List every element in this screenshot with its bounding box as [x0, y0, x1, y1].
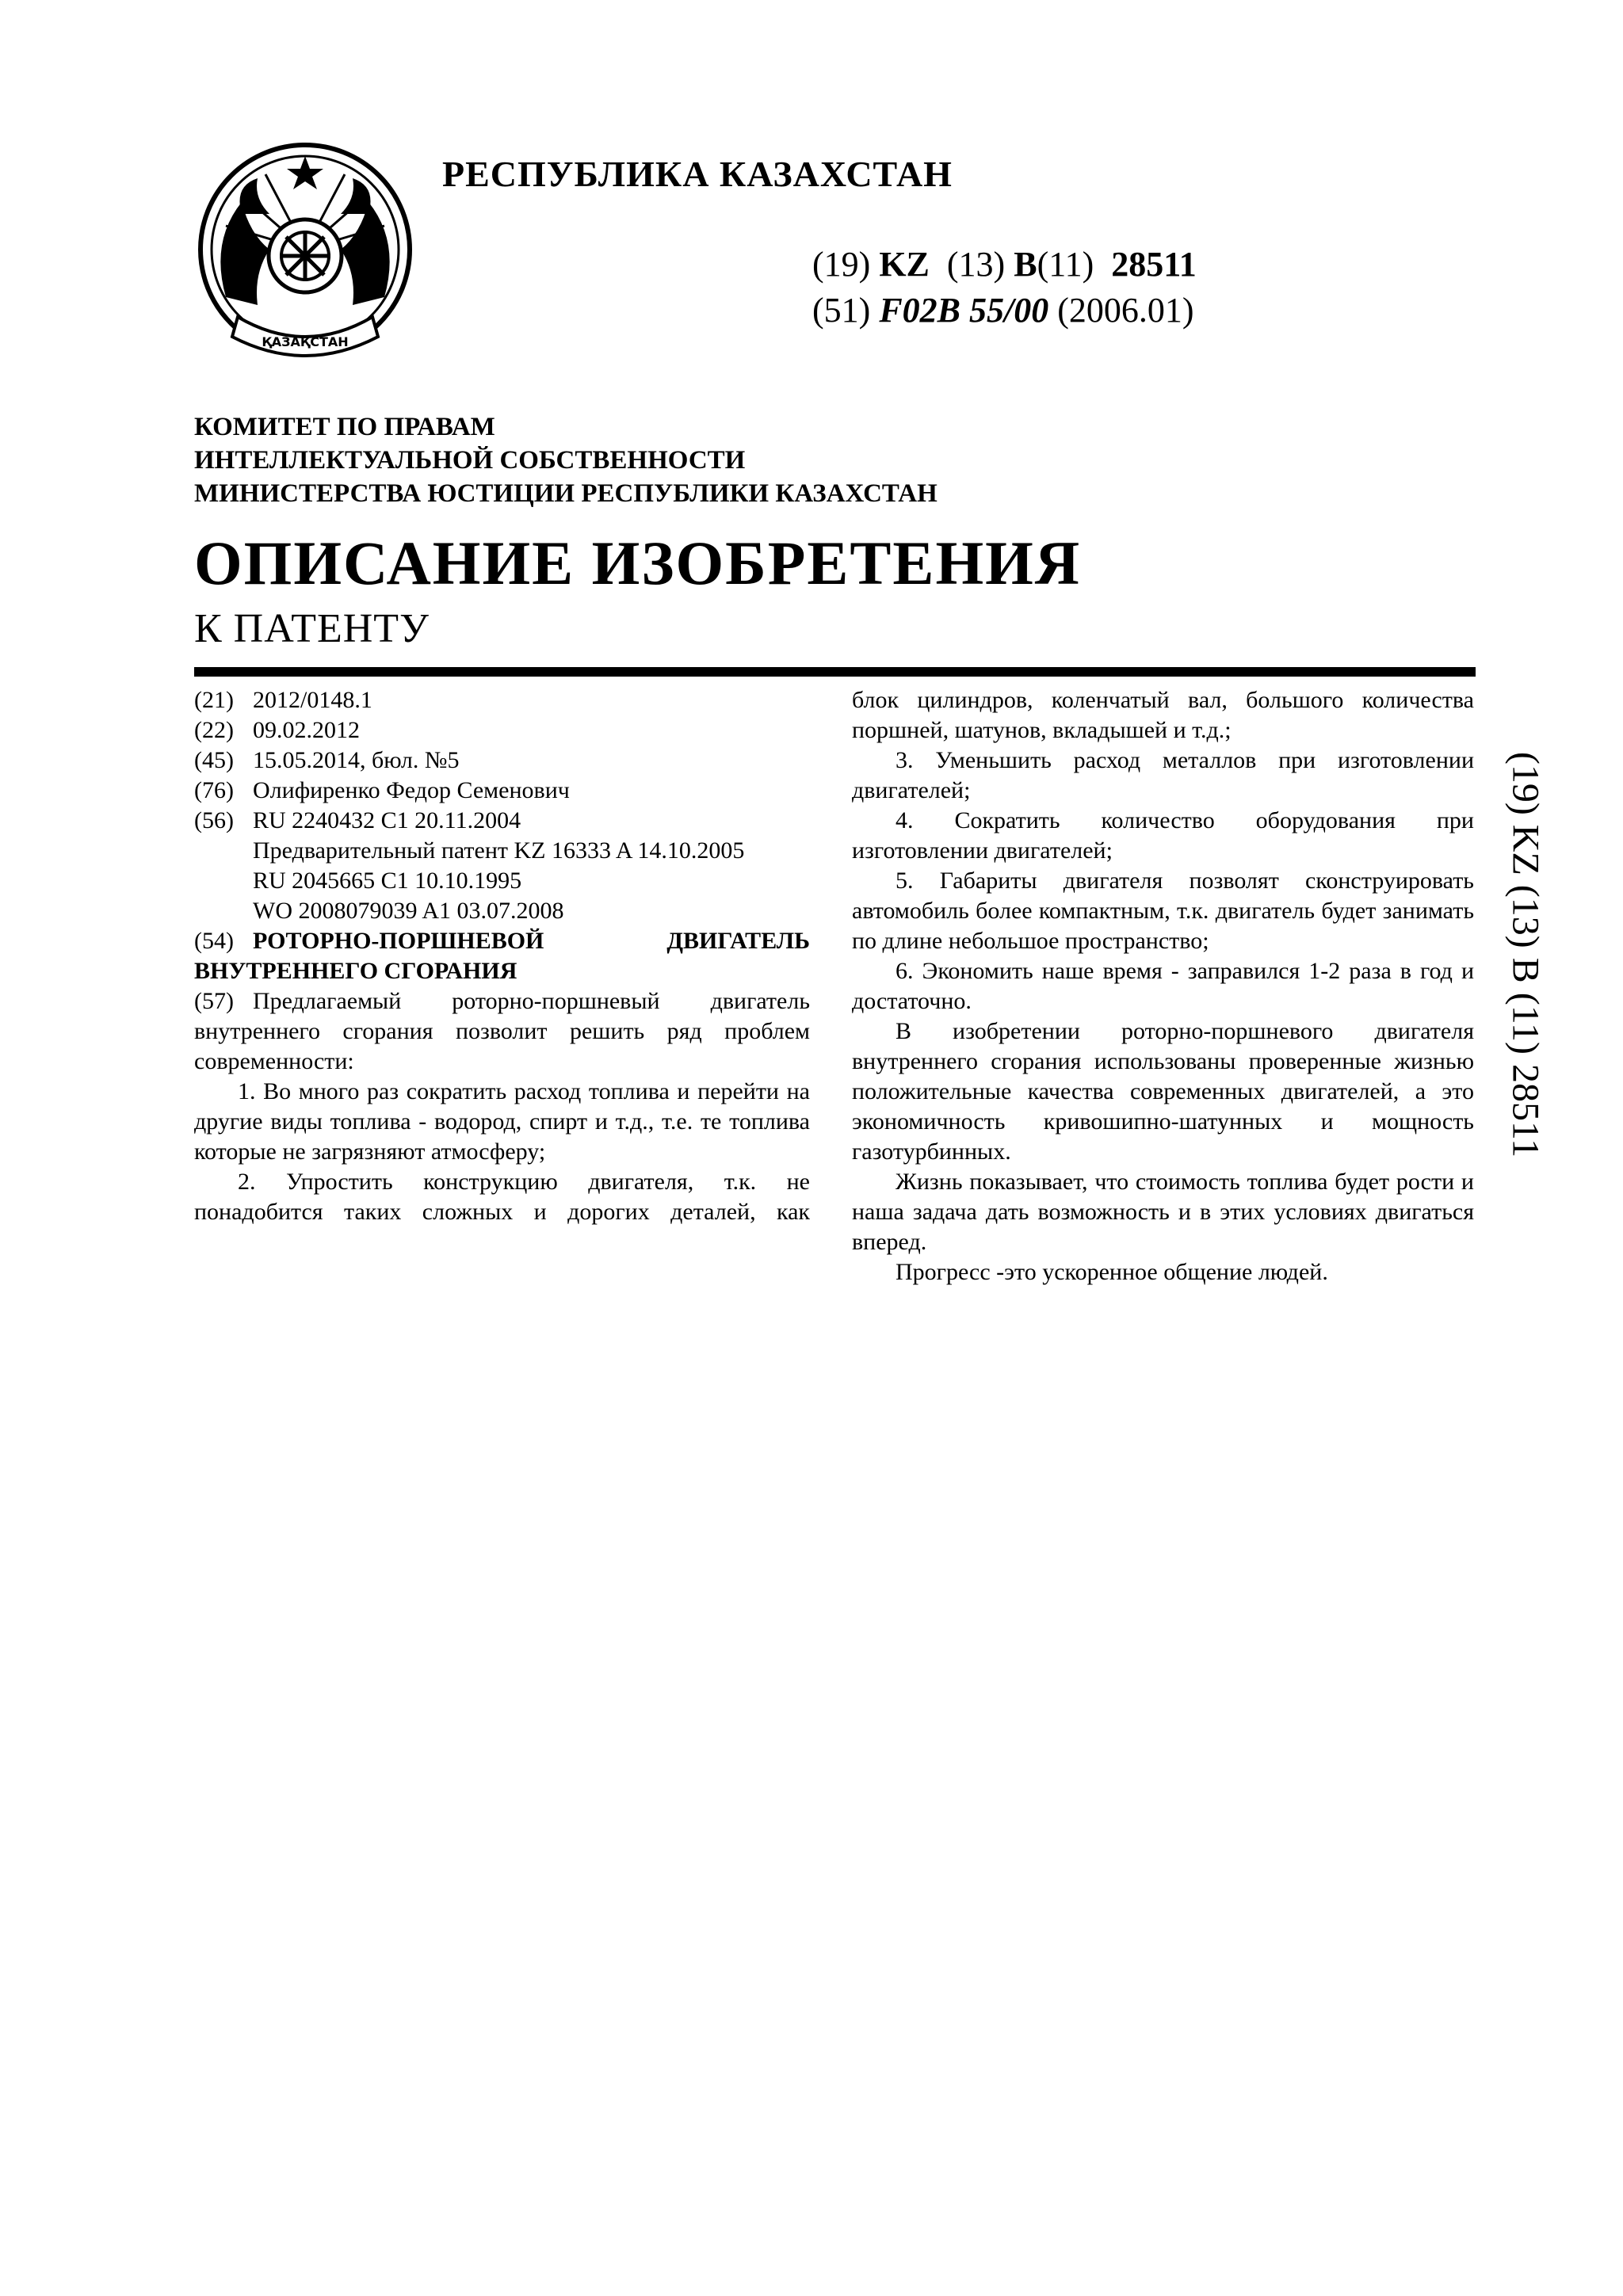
patent-number: 28511 [1111, 245, 1197, 284]
inid-code: (21) [194, 687, 234, 713]
inid-code: (56) [194, 807, 234, 833]
invention-title-line: ВНУТРЕННЕГО СГОРАНИЯ [194, 958, 517, 984]
abstract-paragraph: Жизнь показывает, что стоимость топлива будет рости и наша задача дать возможность и в этих условиях двигаться вперед. [852, 1169, 1474, 1255]
ipc-class: F02B 55/00 [879, 291, 1049, 330]
inid-code: (45) [194, 747, 234, 773]
abstract-first-line: Предлагаемый роторно-поршневый двигатель [253, 988, 810, 1014]
abstract-paragraph: 6. Экономить наше время - заправился 1-2 раза в год и достаточно. [852, 958, 1474, 1014]
biblio-value: 15.05.2014, бюл. №5 [253, 747, 460, 773]
abstract-text: внутреннего сгорания позволит решить ряд проблем современности: [194, 1018, 810, 1074]
biblio-value: RU 2240432 C1 20.11.2004 [253, 807, 521, 833]
ipc-version: (2006.01) [1057, 291, 1194, 330]
inid-11: (11) [1037, 245, 1094, 284]
abstract-paragraph: Прогресс -это ускоренное общение людей. [896, 1259, 1328, 1285]
biblio-row [194, 806, 810, 836]
reference-item: WO 2008079039 A1 03.07.2008 [253, 898, 564, 924]
abstract-paragraph: 1. Во много раз сократить расход топлива и перейти на другие виды топлива - водород, спирт и т.д., т.е. те топлива которые не загрязняют атмосферу; [194, 1078, 810, 1165]
inid-code: (22) [194, 717, 234, 743]
emblem-ribbon-text: ҚАЗАҚСТАН [262, 334, 349, 349]
left-column [194, 685, 810, 1227]
inid-13: (13) [946, 245, 1006, 284]
abstract-paragraph: 2. Упростить конструкцию двигателя, т.к. не понадобится таких сложных и дорогих деталей, как [194, 1169, 810, 1225]
invention-title-line: РОТОРНО-ПОРШНЕВОЙ ДВИГАТЕЛЬ [253, 928, 810, 954]
document-subtitle: К ПАТЕНТУ [194, 606, 430, 651]
side-patent-label-text: (19) KZ (13) B (11) 28511 [1504, 751, 1547, 1158]
abstract-paragraph: 5. Габариты двигателя позволят сконструировать автомобиль более компактным, т.к. двигатель будет занимать по длине небольшое пространство; [852, 868, 1474, 954]
abstract-paragraph: 3. Уменьшить расход металлов при изготовлении двигателей; [852, 747, 1474, 803]
country-code: KZ [879, 245, 930, 284]
biblio-value: Олифиренко Федор Семенович [253, 777, 570, 803]
issuing-committee [194, 410, 938, 510]
publication-code-line [812, 242, 1197, 288]
biblio-row [194, 746, 810, 776]
document-title: ОПИСАНИЕ ИЗОБРЕТЕНИЯ [194, 528, 1082, 597]
inid-code: (76) [194, 777, 234, 803]
right-column [852, 685, 1474, 1287]
abstract-paragraph: 4. Сократить количество оборудования при изготовлении двигателей; [852, 807, 1474, 864]
inid-code: (57) [194, 988, 234, 1014]
biblio-value: 09.02.2012 [253, 717, 360, 743]
header-divider [194, 667, 1476, 677]
patent-codes [812, 242, 1197, 334]
country-name: РЕСПУБЛИКА КАЗАХСТАН [442, 154, 953, 194]
reference-item: RU 2045665 C1 10.10.1995 [253, 868, 522, 894]
committee-line: ИНТЕЛЛЕКТУАЛЬНОЙ СОБСТВЕННОСТИ [194, 446, 746, 475]
invention-title-row [194, 926, 810, 956]
biblio-row [194, 685, 810, 715]
ipc-line [812, 288, 1197, 334]
abstract-text: блок цилиндров, коленчатый вал, большого количества поршней, шатунов, вкладышей и т.д.; [852, 687, 1474, 743]
inid-code: (54) [194, 928, 234, 954]
reference-item: Предварительный патент KZ 16333 A 14.10.2005 [253, 837, 745, 864]
document-kind: B [1014, 245, 1037, 284]
inid-51: (51) [812, 291, 871, 330]
inid-19: (19) [812, 245, 871, 284]
committee-line: МИНИСТЕРСТВА ЮСТИЦИИ РЕСПУБЛИКИ КАЗАХСТАН [194, 479, 938, 508]
biblio-row [194, 776, 810, 806]
biblio-row [194, 715, 810, 746]
state-emblem-icon [194, 139, 416, 376]
committee-line: КОМИТЕТ ПО ПРАВАМ [194, 413, 495, 441]
abstract-paragraph: В изобретении роторно-поршневого двигателя внутреннего сгорания использованы проверенные жизнью положительные качества современных двигателей, а это экономичность кривошипно-шатунных и мощность газотурбинных. [852, 1018, 1474, 1165]
abstract-start [194, 986, 810, 1016]
side-patent-label [1502, 733, 1549, 1177]
biblio-value: 2012/0148.1 [253, 687, 372, 713]
